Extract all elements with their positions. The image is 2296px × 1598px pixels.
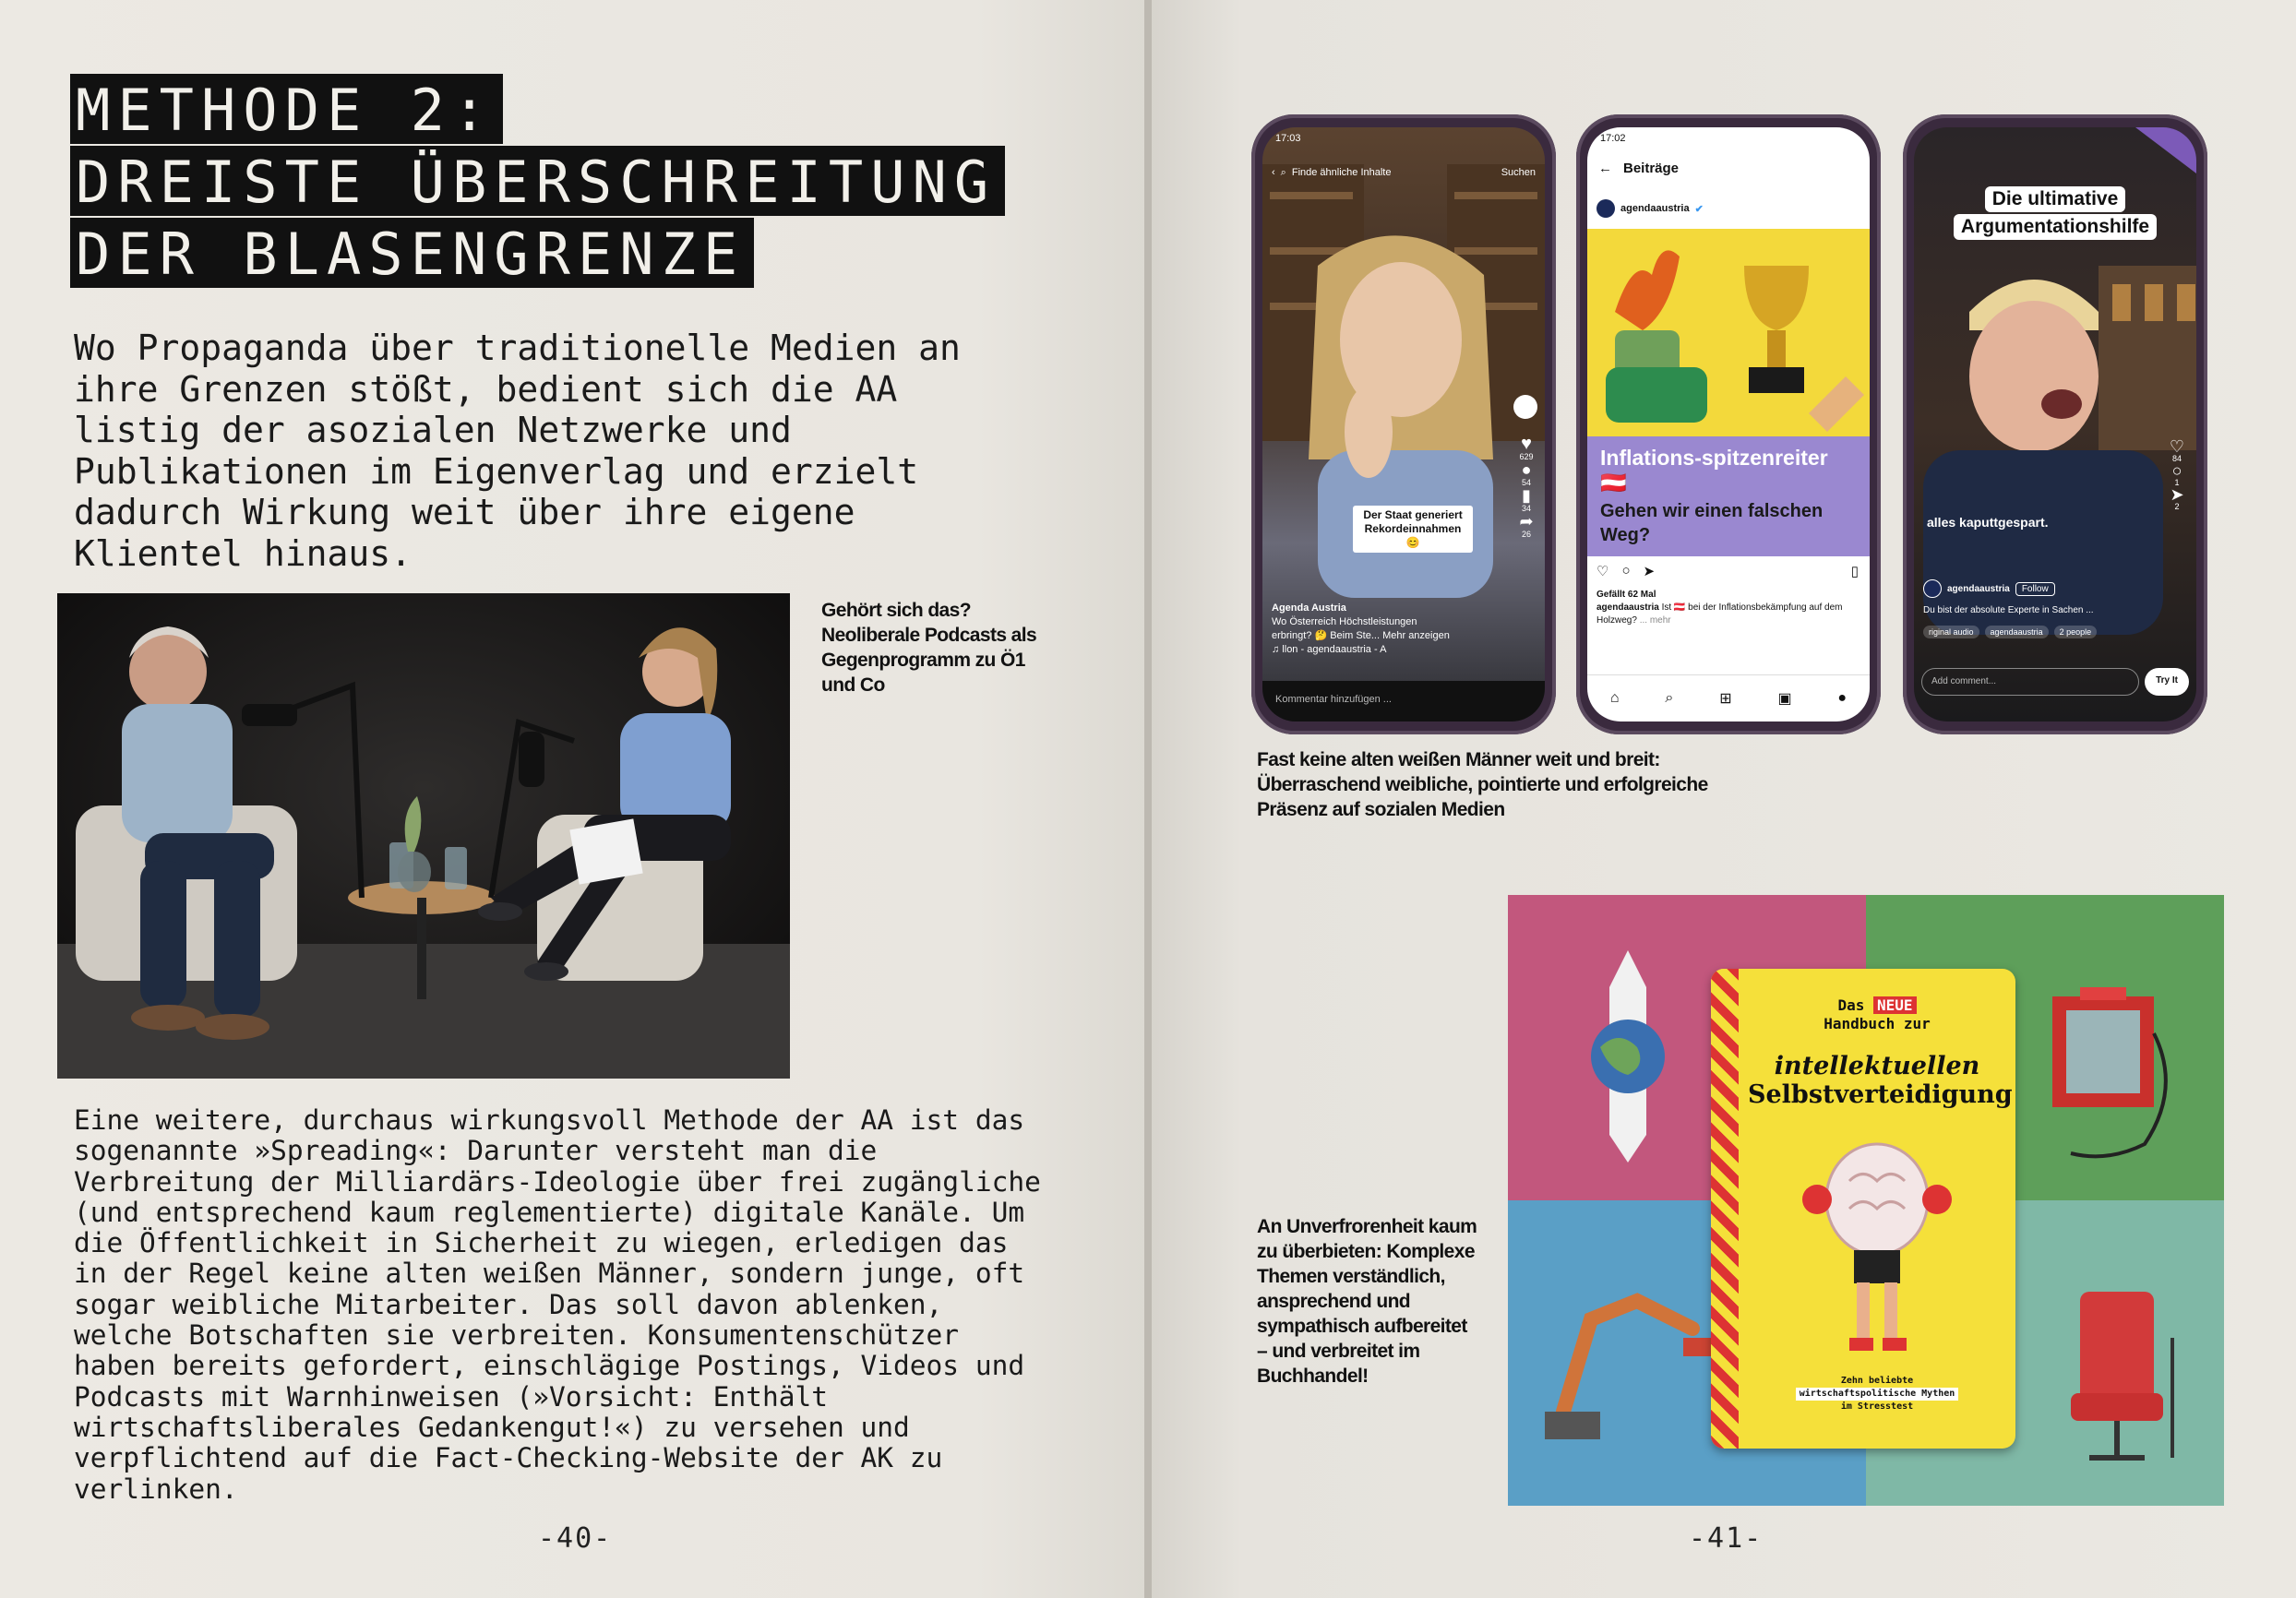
phone2-headline: Inflations-spitzenreiter 🇦🇹 — [1600, 446, 1828, 495]
search-icon: ⌕ — [1280, 166, 1286, 178]
account-avatar[interactable] — [1596, 199, 1615, 218]
phone3-description: Du bist der absolute Experte in Sachen ... — [1923, 605, 2094, 615]
phone3-title-overlay — [1932, 186, 2178, 240]
back-icon[interactable]: ‹ — [1272, 167, 1275, 178]
title-line-1: METHODE 2: — [70, 74, 503, 144]
book-title-line2: Selbstverteidigung — [1748, 1080, 2013, 1109]
phone1-sticker: Der Staat generiert Rekordeinnahmen 😊 — [1353, 506, 1473, 553]
phone1-action-rail — [1513, 395, 1539, 541]
phone2-account[interactable]: agendaaustria — [1620, 203, 1690, 214]
phone2-post-text-panel — [1587, 436, 1870, 556]
share-icon[interactable]: ➦ — [1519, 512, 1534, 531]
phone1-screen — [1262, 127, 1545, 721]
phone3-subtitle: alles kaputtgespart. — [1927, 515, 2049, 530]
add-post-icon[interactable]: ⊞ — [1719, 691, 1732, 707]
page-number-right: -41- — [1689, 1522, 1764, 1555]
heart-icon[interactable]: ♡ — [2169, 437, 2185, 456]
phone3-screen — [1914, 127, 2196, 721]
phone1-author[interactable]: Agenda Austria — [1272, 602, 1346, 614]
phone2-header — [1598, 161, 1679, 176]
phone3-audio-row — [1923, 626, 2097, 638]
heart-icon[interactable]: ♥ — [1521, 434, 1532, 454]
phone2-account-row[interactable] — [1596, 199, 1704, 218]
comment-count: 54 — [1521, 478, 1531, 487]
phone2-caption-text: Ist 🇦🇹 bei der Inflationsbekämpfung auf dem Holzweg? — [1596, 602, 1843, 626]
search-icon[interactable]: ⌕ — [1665, 690, 1674, 706]
phone2-more-link[interactable]: ... mehr — [1639, 615, 1671, 626]
phone1-search-bar[interactable] — [1272, 161, 1536, 185]
phone-reels — [1903, 114, 2207, 734]
podcast-scene — [57, 593, 790, 1079]
phone-tiktok — [1251, 114, 1556, 734]
book-spine — [1144, 0, 1152, 1598]
comment-icon[interactable]: ● — [1521, 460, 1532, 479]
phone1-sound[interactable]: ♫ llon - agendaaustria - A — [1272, 644, 1387, 655]
phone3-account[interactable]: agendaaustria — [1947, 583, 2010, 594]
try-it-button[interactable]: Try It — [2145, 668, 2189, 696]
phone2-post-illustration — [1587, 229, 1870, 436]
book-top-das: Das — [1837, 996, 1865, 1014]
phone1-time: 17:03 — [1275, 133, 1301, 144]
comment-icon[interactable]: ○ — [1621, 563, 1631, 578]
book-bottom-line1: Zehn beliebte — [1840, 1376, 1914, 1386]
phone3-action-rail — [2165, 437, 2189, 513]
avatar[interactable] — [1513, 395, 1537, 419]
phone2-caption-block — [1596, 589, 1860, 627]
title-line-2: DREISTE ÜBERSCHREITUNG — [70, 146, 1005, 216]
phone3-account-row — [1923, 579, 2055, 598]
phone3-comment-input[interactable]: Add comment... — [1921, 668, 2139, 696]
phone2-time: 17:02 — [1600, 133, 1626, 144]
save-icon[interactable]: ▯ — [1850, 564, 1859, 579]
home-icon[interactable]: ⌂ — [1609, 690, 1620, 706]
phone2-caption-account[interactable]: agendaaustria — [1596, 602, 1659, 613]
trophy-illustration — [1587, 229, 1870, 436]
heart-icon[interactable]: ♡ — [1596, 564, 1609, 579]
phone2-screen — [1587, 127, 1870, 721]
book-caption: An Unverfrorenheit kaum zu überbieten: Komplexe Themen verständlich, ansprechend und sympathisch aufbereitet – und verbreitet im Buchhandel! — [1257, 1216, 1477, 1387]
phone2-subline: Gehen wir einen falschen Weg? — [1600, 501, 1824, 545]
phone3-title-line2: Argumentationshilfe — [1954, 214, 2157, 240]
reels-icon[interactable]: ▣ — [1777, 691, 1792, 707]
comment-icon[interactable]: ○ — [2171, 461, 2182, 480]
comment-count: 1 — [2174, 478, 2180, 487]
book-bottom-text — [1748, 1375, 2006, 1413]
book-bottom-line3: im Stresstest — [1840, 1401, 1914, 1412]
book-top-line2: Handbuch zur — [1824, 1015, 1931, 1032]
title-line-3: DER BLASENGRENZE — [70, 218, 754, 288]
share-count: 2 — [2174, 502, 2180, 511]
phone3-title-line1: Die ultimative — [1985, 186, 2126, 212]
phone3-bottom-bar — [1921, 668, 2189, 696]
follow-button[interactable]: Follow — [2015, 582, 2055, 596]
send-icon[interactable]: ➤ — [1643, 564, 1656, 579]
phone3-audio-account[interactable]: agendaaustria — [1985, 626, 2049, 638]
page-number-left: -40- — [538, 1522, 613, 1555]
share-count: 26 — [1521, 530, 1531, 539]
phone1-search-button[interactable]: Suchen — [1501, 167, 1536, 178]
book-illustration-panel — [1508, 895, 2224, 1506]
like-count: 629 — [1519, 452, 1534, 461]
book-cover — [1711, 969, 2015, 1449]
phone3-people[interactable]: 2 people — [2054, 626, 2098, 638]
phone1-caption-block — [1272, 602, 1456, 657]
back-arrow-icon[interactable]: ← — [1598, 161, 1612, 176]
phone2-action-row — [1596, 563, 1655, 579]
profile-icon[interactable]: ● — [1837, 690, 1848, 706]
phone1-comment-input[interactable]: Kommentar hinzufügen ... — [1262, 681, 1545, 721]
save-count: 34 — [1521, 504, 1531, 513]
like-count: 84 — [2171, 454, 2182, 463]
podcast-photo — [57, 593, 790, 1079]
phone2-header-title: Beiträge — [1623, 161, 1680, 176]
phone1-description: Wo Österreich Höchstleistungen erbringt? 🤔 Beim Ste... Mehr anzeigen — [1272, 616, 1450, 641]
intro-paragraph: Wo Propaganda über traditionelle Medien an ihre Grenzen stößt, bedient sich die AA listig der asozialen Netzwerke und Publikationen im Eigenverlag und erzielt dadurch Wirkung weit über ihre eigene Klientel hinaus. — [74, 328, 961, 574]
book-top-neue: NEUE — [1873, 996, 1917, 1014]
phone-instagram — [1576, 114, 1881, 734]
phones-caption: Fast keine alten weißen Männer weit und breit: Überraschend weibliche, pointierte und erfolgreiche Präsenz auf sozialen Medien — [1257, 749, 1708, 820]
book-title-line1: intellektuellen — [1774, 1052, 1980, 1080]
podcast-caption: Gehört sich das? Neoliberale Podcasts als Gegenprogramm zu Ö1 und Co — [821, 600, 1037, 696]
bookmark-icon[interactable]: ▮ — [1522, 486, 1531, 505]
phone2-likes: Gefällt 62 Mal — [1596, 590, 1656, 600]
book-bottom-line2: wirtschaftspolitische Mythen — [1796, 1388, 1959, 1401]
verified-badge-icon: ✔ — [1694, 203, 1704, 215]
phone2-tab-bar — [1587, 674, 1870, 721]
send-icon[interactable]: ➤ — [2170, 485, 2184, 504]
phone3-audio[interactable]: riginal audio — [1923, 626, 1979, 638]
body-paragraph: Eine weitere, durchaus wirkungsvoll Methode der AA ist das sogenannte »Spreading«: Darunter versteht man die Verbreitung der Milliardärs-Ideologie über frei zugängliche (und entsprechend kaum reglementierte) digitale Kanäle. Um die Öffentlichkeit in Sicherheit zu wiegen, erledigen das in der Regel keine alten weißen Männer, sondern junge, oft sogar weibliche Mitarbeiter. Das soll davon ablenken, welche Botschaften sie verbreiten. Konsumentenschützer haben bereits gefordert, einschlägige Postings, Videos und Podcasts mit Warnhinweisen (»Vorsicht: Enthält wirtschaftsliberales Gedankengut!«) zu versehen und verpflichtend auf die Fact-Checking-Website der AK zu verlinken. — [74, 1104, 1041, 1505]
phone1-search-input[interactable]: Finde ähnliche Inhalte — [1291, 167, 1392, 178]
account-avatar[interactable] — [1923, 579, 1942, 598]
